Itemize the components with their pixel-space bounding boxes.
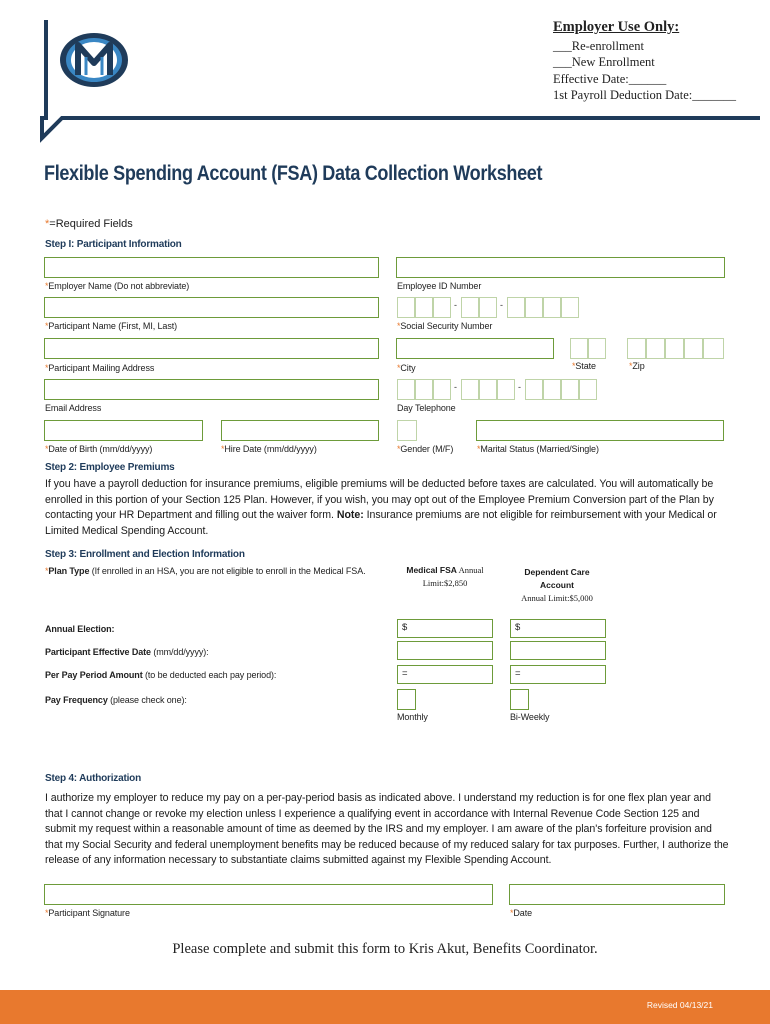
- employer-name-label: *Employer Name (Do not abbreviate): [45, 281, 190, 291]
- phone-digit[interactable]: [525, 379, 543, 400]
- email-label: Email Address: [45, 403, 102, 413]
- dob-label: *Date of Birth (mm/dd/yyyy): [45, 444, 153, 454]
- plan-type-label: *Plan Type (If enrolled in an HSA, you are not eligible to enroll in the Medical FSA.: [45, 566, 366, 576]
- mailing-address-input[interactable]: [44, 338, 379, 359]
- required-asterisk: *: [45, 218, 50, 230]
- ssn-digit[interactable]: [479, 297, 497, 318]
- phone-digit[interactable]: [479, 379, 497, 400]
- email-input[interactable]: [44, 379, 379, 400]
- zip-digit[interactable]: [665, 338, 684, 359]
- signature-input[interactable]: [44, 884, 493, 905]
- signature-label: *Participant Signature: [45, 908, 130, 918]
- dependent-annual-election-input[interactable]: $: [510, 619, 606, 638]
- ssn-digit[interactable]: [543, 297, 561, 318]
- state-box[interactable]: [570, 338, 588, 359]
- step3-heading: Step 3: Enrollment and Election Information: [45, 549, 245, 560]
- date-label: *Date: [510, 908, 533, 918]
- date-input[interactable]: [509, 884, 725, 905]
- zip-digit[interactable]: [646, 338, 665, 359]
- employee-id-label: Employee ID Number: [397, 281, 482, 291]
- zip-digit[interactable]: [703, 338, 724, 359]
- ssn-digit[interactable]: [525, 297, 543, 318]
- marital-status-label: *Marital Status (Married/Single): [477, 444, 599, 454]
- phone-digit[interactable]: [497, 379, 515, 400]
- phone-digit[interactable]: [433, 379, 451, 400]
- hire-date-input[interactable]: [221, 420, 379, 441]
- gender-label: *Gender (M/F): [397, 444, 454, 454]
- ssn-digit[interactable]: [507, 297, 525, 318]
- ssn-label: *Social Security Number: [397, 321, 493, 331]
- city-label: *City: [397, 363, 416, 373]
- dependent-effective-date-input[interactable]: [510, 641, 606, 660]
- medical-effective-date-input[interactable]: [397, 641, 493, 660]
- marital-status-input[interactable]: [476, 420, 724, 441]
- step2-heading: Step 2: Employee Premiums: [45, 462, 175, 473]
- monthly-label: Monthly: [397, 712, 428, 722]
- footer-bar: [0, 990, 770, 1024]
- zip-digit[interactable]: [684, 338, 703, 359]
- state-box[interactable]: [588, 338, 606, 359]
- ssn-digit[interactable]: [461, 297, 479, 318]
- employer-effective-date: Effective Date:______: [553, 71, 667, 86]
- step4-paragraph: I authorize my employer to reduce my pay on a per-pay-period basis as indicated above. I understand my reduction is for one flex plan year and that I cannot change or revoke my election unless I experience a qualifying event in accordance with Internal Revenue Code Section 125 and submit my request within a reasonable amount of time as deemed by the IRS and my employer. I am aware of the plan's forfeiture provision and that my Social Security and federal unemployment benefits may be reduced because of my reduced salary for tax purposes. Further, I authorize the release of any information necessary to substantiate claims submitted against my Flexible Spending Account.: [45, 792, 729, 866]
- employer-new-enrollment: ___New Enrollment: [553, 55, 655, 69]
- phone-digit[interactable]: [397, 379, 415, 400]
- mailing-address-label: *Participant Mailing Address: [45, 363, 155, 373]
- dependent-care-header: Dependent Care Account Annual Limit:$5,000: [521, 567, 593, 603]
- required-note: [45, 218, 133, 230]
- revision-date: Revised 04/13/21: [646, 1000, 713, 1010]
- day-telephone-label: Day Telephone: [397, 403, 456, 413]
- dob-input[interactable]: [44, 420, 203, 441]
- dependent-per-pay-input[interactable]: =: [510, 665, 606, 684]
- biweekly-checkbox[interactable]: [510, 689, 529, 710]
- medical-per-pay-input[interactable]: =: [397, 665, 493, 684]
- ssn-digit[interactable]: [433, 297, 451, 318]
- ssn-digit[interactable]: [397, 297, 415, 318]
- employer-reenrollment: ___Re-enrollment: [553, 38, 644, 53]
- submission-note: Please complete and submit this form to Kris Akut, Benefits Coordinator.: [172, 941, 598, 957]
- city-input[interactable]: [396, 338, 554, 359]
- employer-use-only-box: [553, 19, 753, 104]
- employee-id-input[interactable]: [396, 257, 725, 278]
- participant-name-input[interactable]: [44, 297, 379, 318]
- biweekly-label: Bi-Weekly: [510, 712, 550, 722]
- company-logo: [56, 31, 130, 89]
- gender-input[interactable]: [397, 420, 417, 441]
- zip-label: *Zip: [629, 361, 645, 371]
- required-note-text: =Required Fields: [49, 218, 133, 230]
- medical-annual-election-input[interactable]: $: [397, 619, 493, 638]
- employer-payroll-date: 1st Payroll Deduction Date:_______: [553, 88, 736, 102]
- participant-name-label: *Participant Name (First, MI, Last): [45, 321, 178, 331]
- phone-dash: -: [518, 382, 521, 392]
- step4-heading: Step 4: Authorization: [45, 773, 141, 784]
- ssn-dash: -: [454, 300, 457, 310]
- medical-fsa-header: Medical FSA Annual Limit:$2,850: [406, 565, 484, 588]
- step1-heading: Step I: Participant Information: [45, 239, 182, 250]
- ssn-dash: -: [500, 300, 503, 310]
- phone-digit[interactable]: [579, 379, 597, 400]
- hire-date-label: *Hire Date (mm/dd/yyyy): [221, 444, 317, 454]
- phone-digit[interactable]: [543, 379, 561, 400]
- annual-election-label: Annual Election:: [45, 624, 115, 634]
- step2-paragraph: If you have a payroll deduction for insurance premiums, eligible premiums will be deducted before taxes are calculated. You will automatically be enrolled in this portion of your Section 125 Plan. However, if you wish, you may opt out of the Employee Premium Conversion part of the Plan by contacting your HR Department and filling out the waiver form. Note: Insurance premiums are not eligible for reimbursement with your Medical or Limited Medical Spending Account.: [45, 478, 717, 537]
- pay-frequency-label: Pay Frequency (please check one):: [45, 695, 187, 705]
- employer-name-input[interactable]: [44, 257, 379, 278]
- ssn-digit[interactable]: [561, 297, 579, 318]
- effective-date-label: Participant Effective Date (mm/dd/yyyy):: [45, 647, 209, 657]
- per-pay-period-label: Per Pay Period Amount (to be deducted each pay period):: [45, 670, 277, 680]
- monthly-checkbox[interactable]: [397, 689, 416, 710]
- phone-digit[interactable]: [415, 379, 433, 400]
- state-label: *State: [572, 361, 596, 371]
- phone-dash: -: [454, 382, 457, 392]
- phone-digit[interactable]: [561, 379, 579, 400]
- zip-digit[interactable]: [627, 338, 646, 359]
- page-title: Flexible Spending Account (FSA) Data Collection Worksheet: [44, 162, 543, 185]
- phone-digit[interactable]: [461, 379, 479, 400]
- ssn-digit[interactable]: [415, 297, 433, 318]
- employer-use-title: Employer Use Only:: [553, 19, 680, 35]
